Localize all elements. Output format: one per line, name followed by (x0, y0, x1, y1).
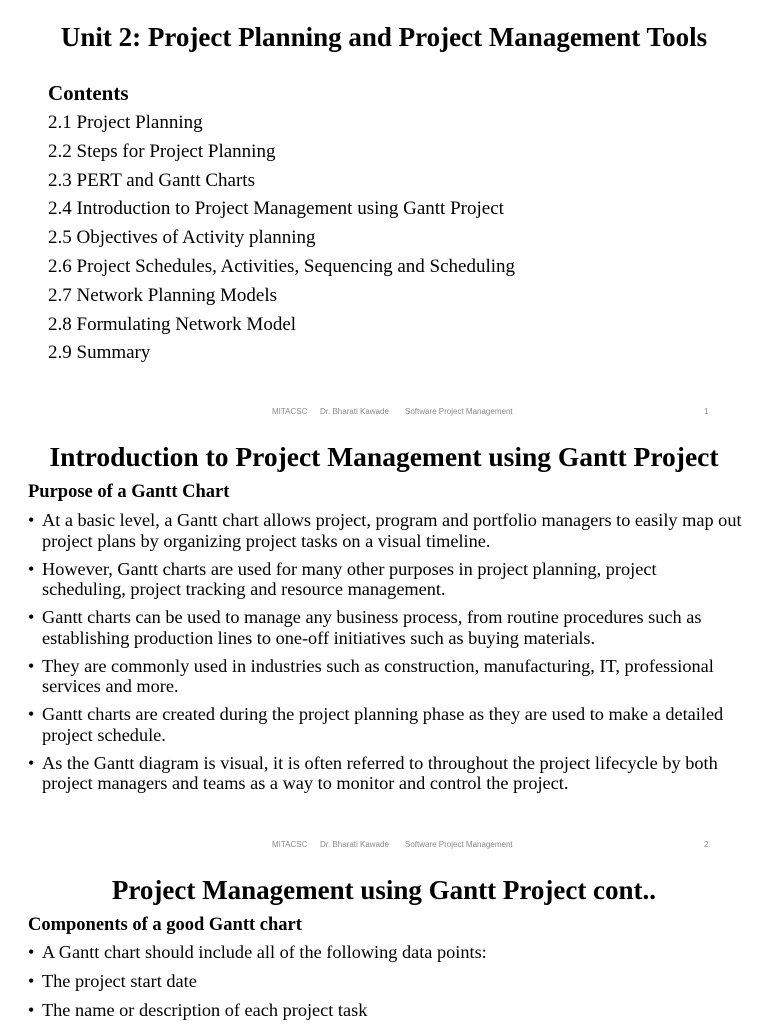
bullet-text: As the Gantt diagram is visual, it is often referred to throughout the project lifecycle by both project managers and teams as a way to monitor and control the project. (42, 752, 718, 793)
slide-footer (0, 407, 768, 419)
bullet-item (28, 1000, 743, 1021)
bullet-item (28, 607, 743, 648)
toc-item: 2.1 Project Planning (48, 112, 203, 133)
bullet-icon: • (28, 655, 35, 676)
slide-footer (0, 840, 768, 852)
table-of-contents (48, 110, 515, 369)
slide-3-title: Project Management using Gantt Project cont.. (111, 875, 657, 905)
footer-course: Software Project Management (405, 840, 513, 849)
slide-2 (0, 433, 768, 866)
bullet-item (28, 971, 743, 992)
slide-1 (0, 0, 768, 433)
toc-item: 2.2 Steps for Project Planning (48, 140, 276, 162)
bullet-item (28, 656, 743, 697)
footer-page-number: 2 (704, 840, 709, 849)
bullet-item (28, 704, 743, 745)
bullet-text: Gantt charts can be used to manage any business process, from routine procedures such as establishing production lines to one-off initiatives such as buying materials. (42, 607, 702, 648)
slide-2-bullet-list (28, 510, 743, 801)
slide-2-title: Introduction to Project Management using Gantt Project (49, 441, 719, 472)
slide-3 (0, 866, 768, 1024)
bullet-text: At a basic level, a Gantt chart allows project, program and portfolio managers to easily map out project plans by organizing project tasks on a visual timeline. (42, 510, 742, 551)
slide-3-subheading: Components of a good Gantt chart (28, 915, 302, 935)
bullet-icon: • (28, 510, 35, 530)
slide-2-subheading: Purpose of a Gantt Chart (28, 482, 230, 502)
bullet-item (28, 510, 743, 551)
footer-course: Software Project Management (405, 407, 513, 416)
bullet-item (28, 942, 743, 963)
bullet-text: The name or description of each project task (42, 1000, 368, 1020)
bullet-text: Gantt charts are created during the project planning phase as they are used to make a detailed project schedule. (42, 704, 724, 745)
bullet-icon: • (28, 752, 35, 773)
contents-heading: Contents (48, 81, 129, 105)
bullet-text: They are commonly used in industries such as construction, manufacturing, IT, professional services and more. (42, 655, 714, 696)
bullet-text: The project start date (42, 971, 197, 991)
bullet-icon: • (28, 1000, 35, 1020)
slide-3-bullet-list (28, 942, 743, 1029)
toc-item: 2.7 Network Planning Models (48, 284, 278, 306)
toc-item: 2.5 Objectives of Activity planning (48, 227, 316, 249)
footer-author: Dr. Bharati Kawade (320, 407, 389, 416)
bullet-icon: • (28, 558, 35, 579)
bullet-icon: • (28, 704, 35, 724)
slide-1-title: Unit 2: Project Planning and Project Management Tools (60, 22, 708, 52)
toc-item: 2.4 Introduction to Project Management using Gantt Project (48, 198, 504, 220)
footer-org: MITACSC (272, 407, 308, 416)
toc-item: 2.8 Formulating Network Model (48, 313, 297, 335)
bullet-item (28, 559, 743, 600)
bullet-icon: • (28, 971, 35, 991)
footer-author: Dr. Bharati Kawade (320, 840, 389, 849)
bullet-icon: • (28, 607, 35, 627)
toc-item: 2.6 Project Schedules, Activities, Sequencing and Scheduling (48, 255, 516, 277)
bullet-item (28, 753, 743, 794)
bullet-icon: • (28, 942, 35, 962)
toc-item: 2.9 Summary (48, 342, 151, 364)
footer-page-number: 1 (704, 407, 709, 416)
toc-item: 2.3 PERT and Gantt Charts (48, 169, 255, 191)
bullet-text: However, Gantt charts are used for many other purposes in project planning, project scheduling, project tracking and resource management. (42, 558, 657, 599)
bullet-text: A Gantt chart should include all of the following data points: (42, 942, 487, 962)
footer-org: MITACSC (272, 840, 308, 849)
